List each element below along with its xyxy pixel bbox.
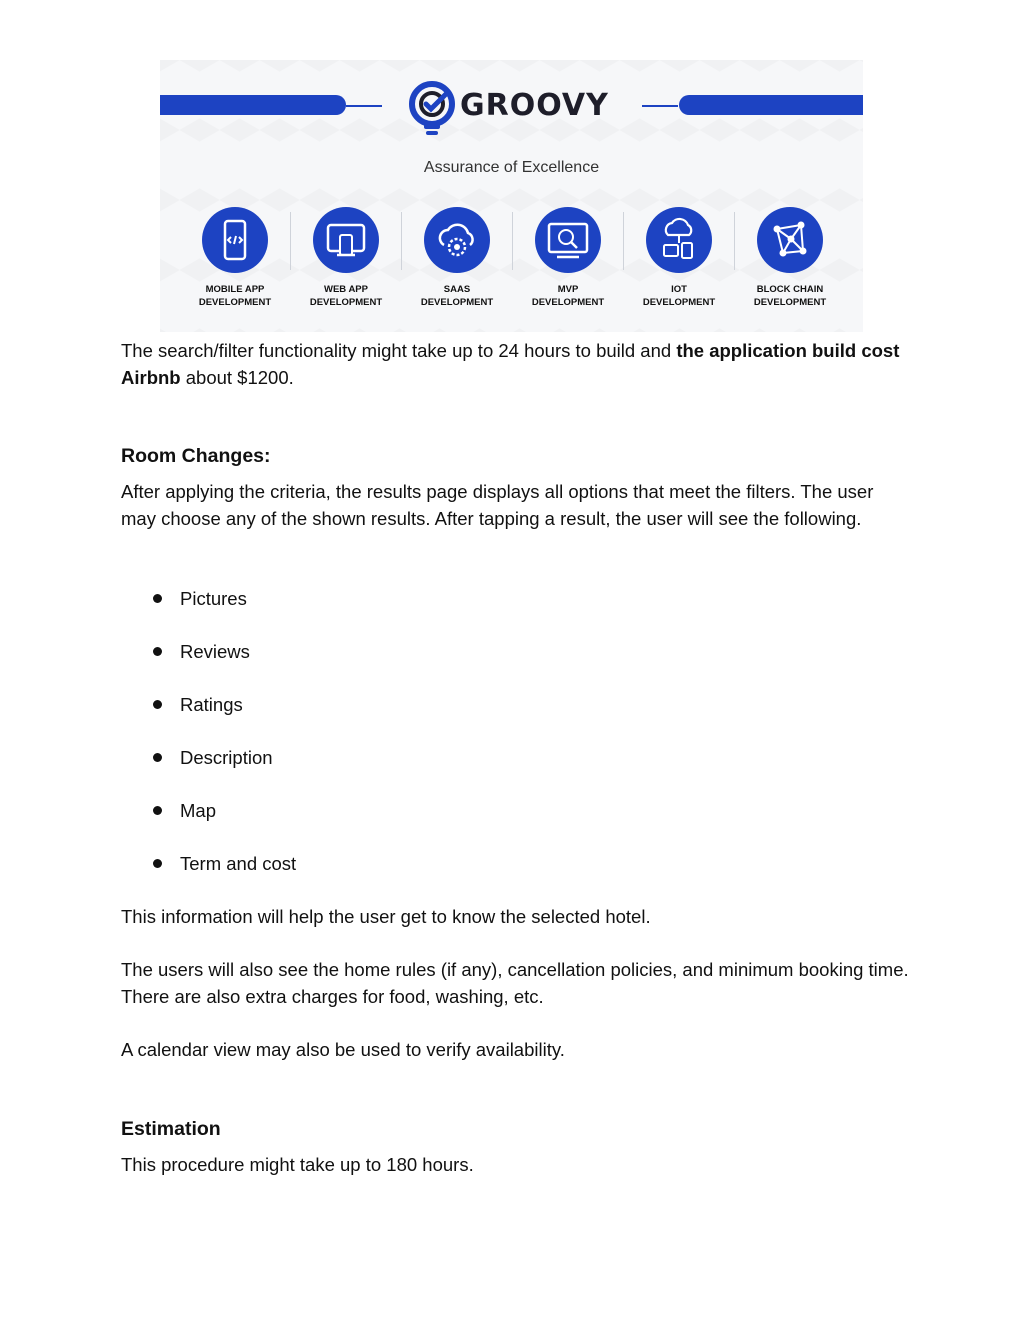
brand-name: GROOVY bbox=[460, 88, 609, 123]
list-item-label: Reviews bbox=[180, 641, 250, 662]
bullet-icon bbox=[153, 700, 162, 709]
service-label-line1: MOBILE APP bbox=[205, 284, 265, 295]
decorative-line-right bbox=[642, 105, 678, 107]
calendar-paragraph: A calendar view may also be used to verify availability. bbox=[121, 1039, 565, 1060]
service-label-line1: SAAS bbox=[443, 284, 471, 295]
list-item-label: Ratings bbox=[180, 694, 243, 715]
service-circle bbox=[646, 207, 712, 273]
service-circle bbox=[535, 207, 601, 273]
service-saas bbox=[402, 207, 512, 317]
bullet-icon bbox=[153, 753, 162, 762]
list-item bbox=[150, 585, 296, 638]
groovy-banner-image bbox=[160, 60, 863, 332]
rules-paragraph: The users will also see the home rules (if any), cancellation policies, and minimum booking time. There are also extra charges for food, washing, etc. bbox=[121, 959, 909, 1007]
list-item bbox=[150, 797, 296, 850]
decorative-bar-left bbox=[160, 95, 346, 115]
estimation-paragraph: This procedure might take up to 180 hours. bbox=[121, 1154, 474, 1175]
service-label-line2: DEVELOPMENT bbox=[198, 297, 272, 308]
service-label-line2: DEVELOPMENT bbox=[642, 297, 716, 308]
lightbulb-check-icon bbox=[408, 80, 456, 140]
cloud-gear-icon bbox=[424, 207, 490, 273]
intro-paragraph bbox=[121, 337, 911, 391]
mvp-magnifier-icon bbox=[535, 207, 601, 273]
mobile-code-icon bbox=[202, 207, 268, 273]
service-circle bbox=[757, 207, 823, 273]
info-paragraph: This information will help the user get to know the selected hotel. bbox=[121, 906, 651, 927]
service-label-line2: DEVELOPMENT bbox=[420, 297, 494, 308]
bullet-icon bbox=[153, 859, 162, 868]
room-details-list bbox=[150, 585, 296, 903]
service-label-line1: BLOCK CHAIN bbox=[756, 284, 824, 295]
bullet-icon bbox=[153, 806, 162, 815]
service-web-app bbox=[291, 207, 401, 317]
list-item-label: Pictures bbox=[180, 588, 247, 609]
service-circle bbox=[202, 207, 268, 273]
list-item bbox=[150, 850, 296, 903]
intro-text-1: The search/filter functionality might take up to 24 hours to build and bbox=[121, 340, 677, 361]
list-item-label: Term and cost bbox=[180, 853, 297, 874]
list-item bbox=[150, 744, 296, 797]
list-item bbox=[150, 691, 296, 744]
service-label-line1: IOT bbox=[671, 284, 687, 295]
service-label-line1: MVP bbox=[557, 284, 579, 295]
room-changes-paragraph: After applying the criteria, the results page displays all options that meet the filters. The user may choose any of the shown results. After tapping a result, the user will see the following. bbox=[121, 481, 874, 529]
service-label-line2: DEVELOPMENT bbox=[309, 297, 383, 308]
service-circle bbox=[313, 207, 379, 273]
service-circle bbox=[424, 207, 490, 273]
bullet-icon bbox=[153, 594, 162, 603]
cloud-devices-icon bbox=[646, 207, 712, 273]
bullet-icon bbox=[153, 647, 162, 656]
service-mobile-app bbox=[180, 207, 290, 317]
intro-text-2: about $1200. bbox=[180, 367, 294, 388]
service-iot bbox=[624, 207, 734, 317]
service-mvp bbox=[513, 207, 623, 317]
intro-bold-text: the application build cost Airbnb bbox=[121, 340, 900, 388]
estimation-heading: Estimation bbox=[121, 1118, 221, 1140]
list-item-label: Description bbox=[180, 747, 273, 768]
service-block-chain bbox=[735, 207, 845, 317]
room-changes-heading: Room Changes: bbox=[121, 445, 271, 467]
list-item bbox=[150, 638, 296, 691]
list-item-label: Map bbox=[180, 800, 216, 821]
services-row bbox=[180, 207, 850, 317]
service-label-line1: WEB APP bbox=[324, 284, 368, 295]
service-label-line2: DEVELOPMENT bbox=[531, 297, 605, 308]
decorative-bar-right bbox=[679, 95, 863, 115]
decorative-line-left bbox=[346, 105, 382, 107]
groovy-logo bbox=[408, 80, 628, 140]
tagline: Assurance of Excellence bbox=[423, 159, 600, 176]
network-nodes-icon bbox=[757, 207, 823, 273]
web-app-icon bbox=[313, 207, 379, 273]
service-label-line2: DEVELOPMENT bbox=[753, 297, 827, 308]
